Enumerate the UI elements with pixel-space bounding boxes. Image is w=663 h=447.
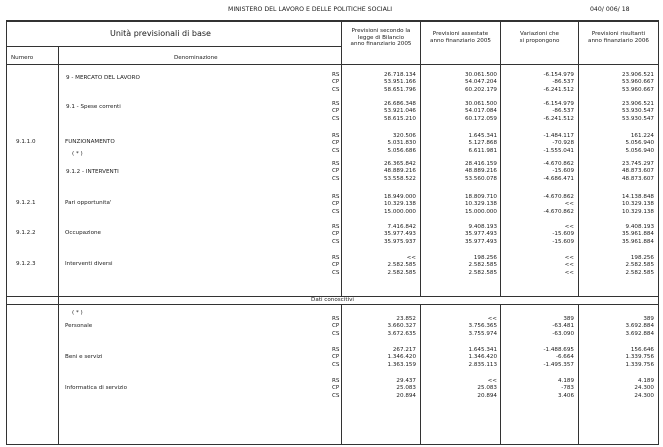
row-2-type: CP [332, 140, 340, 147]
dc-star: ( * ) [72, 310, 83, 316]
row-1-type: CS [332, 115, 340, 122]
row-3-cell-col4: 23.745.297 [621, 161, 654, 167]
row-4-type: RS [332, 194, 340, 200]
row-3-cell-col1: 48.889.216 [383, 168, 416, 175]
denominazione-header: Denominazione [174, 55, 218, 61]
page-code: 040/ 006/ 18 [590, 6, 630, 13]
dc-row-1-cell-col1: 267.217 [392, 347, 416, 353]
row-5-cell-col3: -15.609 [552, 231, 574, 238]
row-6-cell-col4: 2.582.585 [625, 269, 654, 276]
dc-row-1-cell-col3: -1.488.695 [543, 347, 574, 353]
row-2-name: FUNZIONAMENTO [65, 139, 115, 145]
dc-row-2-cell-col4: 24.300 [634, 392, 654, 399]
row-4-cell-col4: 14.138.848 [621, 194, 654, 200]
row-4-cell-col4: 10.329.138 [621, 208, 654, 215]
row-6-cell-col2: 2.582.585 [468, 262, 497, 269]
row-4-cell-col3: << [564, 201, 574, 208]
row-0-cell-col2: 60.202.179 [464, 86, 497, 93]
row-1-type: RS [332, 101, 340, 107]
dc-row-0-cell-col2: << [487, 316, 497, 322]
table-bottom-border [6, 444, 659, 445]
dc-row-1-cell-col3: -1.495.357 [543, 361, 574, 368]
row-6-cell-col3: << [564, 255, 574, 261]
row-0-cell-col4: 23.906.521 [621, 72, 654, 78]
row-1-cell-col1: 58.615.210 [383, 115, 416, 122]
row-3-cell-col1: 26.365.842 [383, 161, 416, 167]
row-1-cell-col4: 23.906.521 [621, 101, 654, 107]
section-bottom-border [6, 304, 659, 305]
row-6-cell-col3: << [564, 269, 574, 276]
row-1-name: 9.1 - Spese correnti [66, 104, 121, 110]
row-0-type: RS [332, 72, 340, 78]
dc-row-0-name: Personale [65, 323, 93, 329]
table-top-border [6, 20, 659, 22]
col-numero-divider [58, 46, 59, 445]
row-3-cell-col4: 48.873.607 [621, 168, 654, 175]
dc-row-0-cell-col2: 3.755.974 [468, 330, 497, 337]
row-0-type: CP [332, 79, 340, 86]
row-1-cell-col3: -6.154.979 [543, 101, 574, 107]
row-5-cell-col2: 35.977.493 [464, 231, 497, 238]
dc-row-1-cell-col3: -6.664 [555, 354, 574, 361]
row-0-cell-col4: 53.960.667 [621, 79, 654, 86]
dc-row-0-cell-col4: 3.692.884 [625, 323, 654, 330]
dc-row-1-type: CP [332, 354, 340, 361]
row-3-type: CS [332, 175, 340, 182]
row-2-type: RS [332, 133, 340, 139]
upb-divider [6, 46, 341, 47]
col3-header: Variazioni che si propongono [519, 31, 560, 44]
row-5-cell-col4: 35.961.884 [621, 238, 654, 245]
row-2-cell-col4: 161.224 [630, 133, 654, 139]
row-5-cell-col4: 35.961.884 [621, 231, 654, 238]
row-5-type: RS [332, 224, 340, 230]
col2-header: Previsioni assestate anno finanziario 2005 [430, 31, 491, 44]
row-1-cell-col4: 53.930.547 [621, 108, 654, 115]
col1-header: Previsioni secondo la legge di Bilancio anno finanziario 2005 [350, 28, 412, 48]
dc-row-2-cell-col2: 20.894 [477, 392, 497, 399]
row-1-cell-col3: -86.537 [552, 108, 574, 115]
row-3-cell-col3: -4.686.471 [543, 175, 574, 182]
row-1-cell-col4: 53.930.547 [621, 115, 654, 122]
dc-row-0-cell-col4: 3.692.884 [625, 330, 654, 337]
row-5-name: Occupazione [65, 230, 101, 236]
row-2-cell-col1: 5.031.830 [387, 140, 416, 147]
dc-row-2-cell-col4: 24.300 [634, 385, 654, 392]
header-bottom-border [6, 64, 659, 65]
row-2-cell-col2: 1.645.341 [468, 133, 497, 139]
row-5-cell-col1: 7.416.842 [387, 224, 416, 230]
row-5-type: CP [332, 231, 340, 238]
row-0-cell-col1: 53.951.166 [383, 79, 416, 86]
row-3-type: RS [332, 161, 340, 167]
dc-row-2-cell-col3: -783 [561, 385, 574, 392]
row-6-number: 9.1.2.3 [16, 261, 36, 267]
row-2-cell-col4: 5.056.940 [625, 147, 654, 154]
row-2-cell-col3: -1.484.117 [543, 133, 574, 139]
row-6-cell-col4: 198.256 [630, 255, 654, 261]
row-6-cell-col1: << [406, 255, 416, 261]
dc-row-1-type: CS [332, 361, 340, 368]
dc-row-1-name: Beni e servizi [65, 354, 103, 360]
row-1-type: CP [332, 108, 340, 115]
row-6-cell-col1: 2.582.585 [387, 269, 416, 276]
row-4-cell-col2: 18.809.710 [464, 194, 497, 200]
dc-row-2-type: CS [332, 392, 340, 399]
row-4-cell-col1: 18.949.000 [383, 194, 416, 200]
numero-header: Numero [11, 55, 34, 61]
row-3-name: ( * ) [72, 151, 83, 157]
row-6-type: CP [332, 262, 340, 269]
upb-header: Unità previsionali di base [110, 29, 211, 38]
dc-row-1-cell-col1: 1.363.159 [387, 361, 416, 368]
row-3-cell-col2: 53.560.078 [464, 175, 497, 182]
dc-row-1-cell-col4: 156.646 [630, 347, 654, 353]
dc-row-0-type: CS [332, 330, 340, 337]
dc-row-1-cell-col2: 1.346.420 [468, 354, 497, 361]
row-0-name: 9 - MERCATO DEL LAVORO [66, 75, 140, 81]
row-2-cell-col3: -1.555.041 [543, 147, 574, 154]
row-3-cell-col3: -4.670.862 [543, 161, 574, 167]
row-5-cell-col1: 35.977.493 [383, 231, 416, 238]
dc-row-2-cell-col2: 25.083 [477, 385, 497, 392]
dc-row-1-cell-col1: 1.346.420 [387, 354, 416, 361]
dc-row-1-cell-col2: 2.835.113 [468, 361, 497, 368]
row-1-cell-col1: 26.686.348 [383, 101, 416, 107]
row-2-cell-col4: 5.056.940 [625, 140, 654, 147]
row-2-number: 9.1.1.0 [16, 139, 36, 145]
dc-row-0-cell-col4: 389 [643, 316, 654, 322]
dc-row-2-cell-col1: 29.437 [396, 378, 416, 384]
ministry-title: MINISTERO DEL LAVORO E DELLE POLITICHE SOCIALI [228, 6, 393, 13]
row-2-cell-col3: -70.928 [552, 140, 574, 147]
row-3-cell-col2: 28.416.159 [464, 161, 497, 167]
row-5-cell-col1: 35.975.937 [383, 238, 416, 245]
row-0-cell-col3: -6.154.979 [543, 72, 574, 78]
dc-row-2-cell-col1: 20.894 [396, 392, 416, 399]
row-0-cell-col1: 58.651.796 [383, 86, 416, 93]
dc-row-0-cell-col3: -63.090 [552, 330, 574, 337]
dc-row-0-cell-col1: 3.660.327 [387, 323, 416, 330]
dc-row-2-cell-col3: 3.406 [557, 392, 574, 399]
row-6-cell-col2: 198.256 [473, 255, 497, 261]
table-left-border [6, 20, 7, 445]
row-4-type: CS [332, 208, 340, 215]
row-4-type: CP [332, 201, 340, 208]
section-title: Dati conoscitivi [311, 297, 354, 303]
row-5-cell-col3: << [564, 224, 574, 230]
row-5-type: CS [332, 238, 340, 245]
row-4-cell-col2: 15.000.000 [464, 208, 497, 215]
row-3-type: CP [332, 168, 340, 175]
dc-row-2-type: RS [332, 378, 340, 384]
dc-row-2-cell-col1: 25.083 [396, 385, 416, 392]
dc-row-2-name: Informatica di servizio [65, 385, 128, 391]
row-0-cell-col3: -86.537 [552, 79, 574, 86]
row-0-cell-col2: 30.061.500 [464, 72, 497, 78]
row-5-cell-col2: 9.408.193 [468, 224, 497, 230]
row-5-cell-col3: -15.609 [552, 238, 574, 245]
row-4-cell-col1: 10.329.138 [383, 201, 416, 208]
row-6-type: RS [332, 255, 340, 261]
row-1-cell-col3: -6.241.512 [543, 115, 574, 122]
row-2-cell-col2: 5.127.868 [468, 140, 497, 147]
row-6-name: Interventi diversi [65, 261, 113, 267]
row-0-cell-col1: 26.718.134 [383, 72, 416, 78]
dc-row-0-cell-col3: -63.481 [552, 323, 574, 330]
row-3-cell-col2: 48.889.216 [464, 168, 497, 175]
row-3-cell-col4: 48.873.607 [621, 175, 654, 182]
dc-row-1-type: RS [332, 347, 340, 353]
row-4-cell-col2: 10.329.138 [464, 201, 497, 208]
row-0-cell-col3: -6.241.512 [543, 86, 574, 93]
dc-row-2-cell-col2: << [487, 378, 497, 384]
dc-row-2-cell-col3: 4.189 [557, 378, 574, 384]
row-6-type: CS [332, 269, 340, 276]
row-3-cell-col1: 53.558.522 [383, 175, 416, 182]
row-1-cell-col2: 60.172.059 [464, 115, 497, 122]
row-0-cell-col2: 54.047.204 [464, 79, 497, 86]
row-6-cell-col3: << [564, 262, 574, 269]
row-4-cell-col1: 15.000.000 [383, 208, 416, 215]
dc-row-1-cell-col4: 1.339.756 [625, 361, 654, 368]
dc-row-0-cell-col3: 389 [563, 316, 574, 322]
row-1-cell-col2: 54.017.084 [464, 108, 497, 115]
row-2-type: CS [332, 147, 340, 154]
dc-row-0-cell-col1: 3.672.635 [387, 330, 416, 337]
table-right-border [658, 20, 659, 445]
row-0-cell-col4: 53.960.667 [621, 86, 654, 93]
row-6-cell-col2: 2.582.585 [468, 269, 497, 276]
row-5-cell-col2: 35.977.493 [464, 238, 497, 245]
row-4-cell-col4: 10.329.138 [621, 201, 654, 208]
dc-row-0-cell-col2: 3.756.365 [468, 323, 497, 330]
row-5-cell-col4: 9.408.193 [625, 224, 654, 230]
row-0-type: CS [332, 86, 340, 93]
row-4-number: 9.1.2.1 [16, 200, 36, 206]
dc-row-2-cell-col4: 4.189 [637, 378, 654, 384]
row-6-cell-col4: 2.582.585 [625, 262, 654, 269]
row-2-cell-col2: 6.611.981 [468, 147, 497, 154]
row-4-cell-col3: -4.670.862 [543, 208, 574, 215]
row-1-cell-col1: 53.921.046 [383, 108, 416, 115]
dc-row-0-type: RS [332, 316, 340, 322]
dc-row-1-cell-col2: 1.645.341 [468, 347, 497, 353]
row-2-cell-col1: 320.506 [392, 133, 416, 139]
row-1-cell-col2: 30.061.500 [464, 101, 497, 107]
dc-row-0-type: CP [332, 323, 340, 330]
row-3-cell-col3: -15.609 [552, 168, 574, 175]
dc-row-0-cell-col1: 23.852 [396, 316, 416, 322]
row-4-cell-col3: -4.670.862 [543, 194, 574, 200]
row-5-number: 9.1.2.2 [16, 230, 36, 236]
dc-row-2-type: CP [332, 385, 340, 392]
col4-header: Previsioni risultanti anno finanziario 2006 [588, 31, 649, 44]
row-2-cell-col1: 5.056.686 [387, 147, 416, 154]
row-3-subname: 9.1.2 - INTERVENTI [66, 169, 119, 175]
row-4-name: Pari opportunita' [65, 200, 112, 206]
dc-row-1-cell-col4: 1.339.756 [625, 354, 654, 361]
row-6-cell-col1: 2.582.585 [387, 262, 416, 269]
